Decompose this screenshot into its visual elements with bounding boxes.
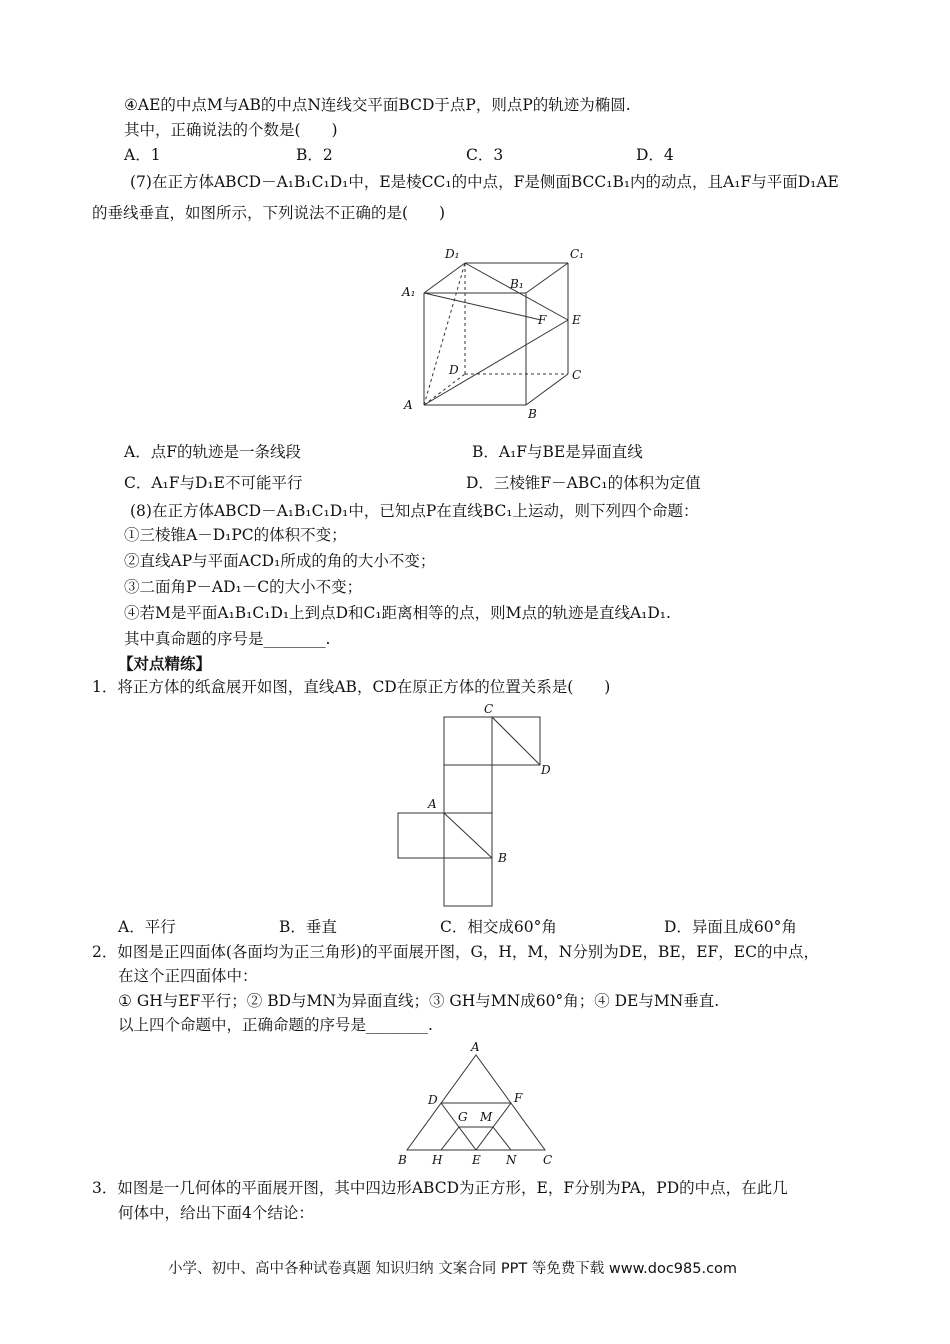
p2-line1: 2．如图是正四面体(各面均为正三角形)的平面展开图，G，H，M，N分别为DE，BE，EF，EC的中点， <box>92 943 819 961</box>
tet-label-a: A <box>471 1040 480 1054</box>
label-c1: C₁ <box>570 247 584 261</box>
page-footer: 小学、初中、高中各种试卷真题 知识归纳 文案合同 PPT 等免费下载 www.doc985.com <box>168 1261 738 1277</box>
q7-option-b: B．A₁F与BE是异面直线 <box>472 443 643 461</box>
p2-line4: 以上四个命题中，正确命题的序号是________. <box>118 1016 433 1034</box>
prev-question: 其中，正确说法的个数是( ) <box>124 121 338 139</box>
p1-option-a: A．平行 <box>118 918 176 936</box>
label-d1: D₁ <box>445 247 460 261</box>
net-diag-ab <box>444 813 492 858</box>
net-middle <box>444 765 492 813</box>
p1-option-b: B．垂直 <box>279 918 337 936</box>
q8-item-4: ④若M是平面A₁B₁C₁D₁上到点D和C₁距离相等的点，则M点的轨迹是直线A₁D₁. <box>124 604 671 622</box>
q8-question: 其中真命题的序号是________. <box>124 630 331 648</box>
label-b: B <box>528 407 537 421</box>
label-e: E <box>572 313 581 327</box>
edge-a-d <box>424 374 465 405</box>
p1-option-c: C．相交成60°角 <box>440 918 557 936</box>
edge-a1-d1 <box>424 263 465 293</box>
prev-option-c: C．3 <box>466 146 504 164</box>
label-a1: A₁ <box>402 285 416 299</box>
edge-d1-e <box>465 263 568 320</box>
net-bottom <box>444 858 492 906</box>
edge-c-b <box>526 374 568 405</box>
prev-item-4: ④AE的中点M与AB的中点N连线交平面BCD于点P，则点P的轨迹为椭圆. <box>124 96 631 114</box>
q7-line2: 的垂线垂直，如图所示，下列说法不正确的是( ) <box>92 204 446 222</box>
cube-figure <box>398 240 593 422</box>
cube-net-figure <box>390 700 560 912</box>
prev-option-b: B．2 <box>296 146 333 164</box>
p3-line2: 何体中，给出下面4个结论： <box>118 1204 314 1222</box>
p3-line1: 3．如图是一几何体的平面展开图，其中四边形ABCD为正方形，E，F分别为PA，PD的中点，在此几 <box>92 1179 788 1197</box>
q8-line1: (8)在正方体ABCD－A₁B₁C₁D₁中，已知点P在直线BC₁上运动，则下列四个命题： <box>130 502 699 520</box>
q7-line1: (7)在正方体ABCD－A₁B₁C₁D₁中，E是棱CC₁的中点，F是侧面BCC₁B₁内的动点，且A₁F与平面D₁AE <box>130 173 839 191</box>
edge-a-e <box>424 320 568 405</box>
tet-label-m: M <box>480 1110 493 1124</box>
label-a: A <box>404 398 413 412</box>
tetrahedron-net-figure <box>394 1040 564 1170</box>
label-c: C <box>572 368 582 382</box>
tet-label-d: D <box>428 1093 438 1107</box>
net-label-d: D <box>541 763 551 777</box>
net-label-a: A <box>428 797 437 811</box>
label-b1: B₁ <box>510 277 524 291</box>
edge-a1-f <box>424 293 541 320</box>
q7-option-c: C．A₁F与D₁E不可能平行 <box>124 474 303 492</box>
net-top-left <box>444 717 492 765</box>
q7-option-d: D．三棱锥F－ABC₁的体积为定值 <box>466 474 701 492</box>
section-heading: 【对点精练】 <box>118 654 212 673</box>
net-gh <box>441 1127 459 1150</box>
net-label-b: B <box>498 851 507 865</box>
net-left <box>398 813 444 858</box>
tet-label-e: E <box>472 1153 481 1167</box>
q7-option-a: A．点F的轨迹是一条线段 <box>124 443 301 461</box>
tet-label-f: F <box>514 1091 523 1105</box>
label-f: F <box>538 313 547 327</box>
edge-a-d1 <box>424 263 465 405</box>
tet-label-b: B <box>398 1153 407 1167</box>
p2-line2: 在这个正四面体中： <box>118 967 258 985</box>
p1-option-d: D．异面且成60°角 <box>664 918 797 936</box>
tet-label-c: C <box>543 1153 553 1167</box>
tet-label-n: N <box>506 1153 517 1167</box>
label-d: D <box>449 363 459 377</box>
q8-item-3: ③二面角P－AD₁－C的大小不变； <box>124 578 363 596</box>
net-label-c: C <box>484 702 494 716</box>
p2-line3: ① GH与EF平行；② BD与MN为异面直线；③ GH与MN成60°角；④ DE与MN垂直. <box>118 992 720 1010</box>
prev-option-a: A．1 <box>124 146 161 164</box>
net-mn <box>493 1127 511 1150</box>
edge-c1-front <box>526 263 568 293</box>
q8-item-2: ②直线AP与平面ACD₁所成的角的大小不变； <box>124 552 436 570</box>
net-diag-cd <box>492 717 540 765</box>
tet-label-g: G <box>458 1110 468 1124</box>
q8-item-1: ①三棱锥A－D₁PC的体积不变； <box>124 526 347 544</box>
tet-label-h: H <box>432 1153 443 1167</box>
p1-text: 1．将正方体的纸盒展开如图，直线AB，CD在原正方体的位置关系是( ) <box>92 678 611 696</box>
prev-option-d: D．4 <box>636 146 674 164</box>
